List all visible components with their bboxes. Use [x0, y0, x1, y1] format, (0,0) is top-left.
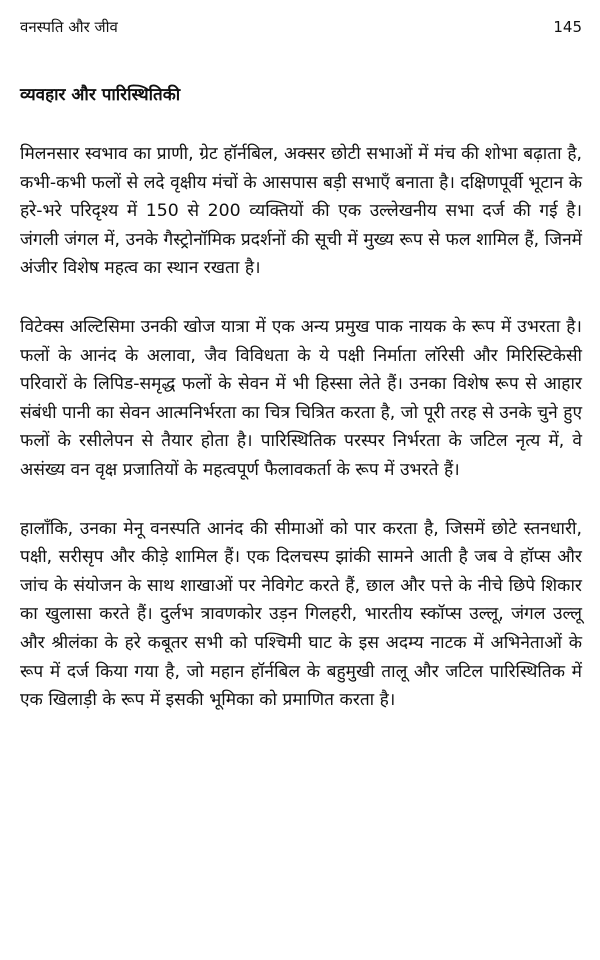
paragraph-3: हालाँकि, उनका मेनू वनस्पति आनंद की सीमाओं को पार करता है, जिसमें छोटे स्तनधारी, पक्षी, सरीसृप और कीड़े शामिल हैं। एक दिलचस्प झांकी सामने आती है जब वे हॉप्स और जांच के संयोजन के साथ शाखाओं पर नेविगेट करते हैं, छाल और पत्ते के नीचे छिपे शिकार का खुलासा करते हैं। दुर्लभ त्रावणकोर उड़न गिलहरी, भारतीय स्कॉप्स उल्लू, जंगल उल्लू और श्रीलंका के हरे कबूतर सभी को पश्चिमी घाट के इस अदम्य नाटक में अभिनेताओं के रूप में दर्ज किया गया है, जो महान हॉर्नबिल के बहुमुखी तालू और जटिल पारिस्थितिक में एक खिलाड़ी के रूप में इसकी भूमिका को प्रमाणित करता है।	[20, 518, 582, 711]
page-number: 145	[553, 18, 582, 36]
running-title: वनस्पति और जीव	[20, 18, 118, 36]
paragraph-1: मिलनसार स्वभाव का प्राणी, ग्रेट हॉर्नबिल, अक्सर छोटी सभाओं में मंच की शोभा बढ़ाता है, कभी-कभी फलों से लदे वृक्षीय मंचों के आसपास बड़ी सभाएँ बनाता है। दक्षिणपूर्वी भूटान के हरे-भरे परिदृश्य में 150 से 200 व्यक्तियों की एक उल्लेखनीय सभा दर्ज की गई है। जंगली जंगल में, उनके गैस्ट्रोनॉमिक प्रदर्शनों की सूची में मुख्य रूप से फल शामिल हैं, जिनमें अंजीर विशेष महत्व का स्थान रखता है।	[20, 144, 582, 279]
section-heading: व्यवहार और पारिस्थितिकी	[20, 85, 181, 105]
paragraph-2: विटेक्स अल्टिसिमा उनकी खोज यात्रा में एक अन्य प्रमुख पाक नायक के रूप में उभरता है। फलों के आनंद के अलावा, जैव विविधता के ये पक्षी निर्माता लॉरेसी और मिरिस्टिकेसी परिवारों के लिपिड-समृद्ध फलों के सेवन में भी हिस्सा लेते हैं। उनका विशेष रूप से आहार संबंधी पानी का सेवन आत्मनिर्भरता का चित्र चित्रित करता है, जो पूरी तरह से उनके चुने हुए फलों के रसीलेपन से तैयार होता है। पारिस्थितिक परस्पर निर्भरता के जटिल नृत्य में, वे असंख्य वन वृक्ष प्रजातियों के महत्वपूर्ण फैलावकर्ता के रूप में उभरते हैं।	[20, 316, 582, 480]
running-head	[20, 16, 582, 38]
body-text	[20, 140, 582, 715]
